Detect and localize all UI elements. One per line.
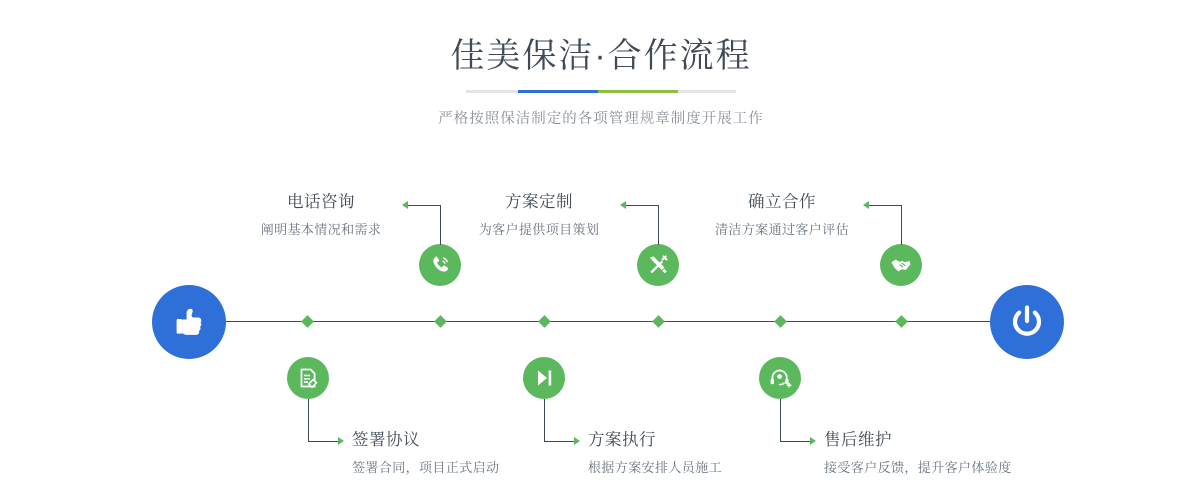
divider-segment-blue: [518, 90, 598, 93]
connector-line: [544, 441, 574, 442]
step-label-phone-consult: [246, 188, 396, 238]
play-next-icon: [532, 366, 556, 390]
step-desc: 清洁方案通过客户评估: [714, 222, 849, 237]
step-desc: 签署合同，项目正式启动: [352, 460, 500, 475]
step-icon-after-sales: [759, 357, 801, 399]
title-divider: [466, 90, 736, 93]
step-name: 确立合作: [748, 193, 816, 211]
power-icon: [1006, 301, 1048, 343]
step-desc: 阐明基本情况和需求: [260, 222, 382, 237]
end-endpoint: [990, 285, 1064, 359]
connector-line: [780, 441, 810, 442]
connector-arrow: [402, 201, 408, 209]
step-desc: 根据方案安排人员施工: [588, 460, 723, 475]
thumbs-up-icon: [169, 302, 209, 342]
axis-node-marker: [301, 315, 314, 328]
step-icon-plan-customize: [637, 244, 679, 286]
step-icon-plan-execute: [523, 357, 565, 399]
axis-node-marker: [538, 315, 551, 328]
step-label-establish-cooperation: [707, 188, 857, 238]
step-name: 方案执行: [588, 431, 656, 449]
axis-node-marker: [895, 315, 908, 328]
page-subtitle: 严格按照保洁制定的各项管理规章制度开展工作: [438, 111, 764, 127]
step-label-plan-execute: [588, 426, 722, 476]
step-icon-establish-cooperation: [880, 244, 922, 286]
document-edit-icon: [296, 366, 320, 390]
connector-arrow: [574, 437, 580, 445]
connector-line: [869, 205, 901, 206]
step-name: 签署协议: [352, 431, 420, 449]
step-icon-sign-agreement: [287, 357, 329, 399]
axis-node-marker: [774, 315, 787, 328]
step-label-after-sales: [824, 426, 1012, 476]
page-title: 佳美保洁·合作流程: [450, 37, 752, 75]
connector-arrow: [620, 201, 626, 209]
step-desc: 接受客户反馈，提升客户体验度: [824, 460, 1012, 475]
connector-arrow: [810, 437, 816, 445]
step-icon-phone-consult: [419, 244, 461, 286]
connector-line: [544, 399, 545, 441]
step-name: 方案定制: [505, 193, 573, 211]
connector-arrow: [338, 437, 344, 445]
connector-line: [901, 205, 902, 245]
headset-support-icon: [768, 366, 792, 390]
step-name: 电话咨询: [287, 193, 355, 211]
axis-node-marker: [434, 315, 447, 328]
connector-line: [626, 205, 658, 206]
connector-arrow: [863, 201, 869, 209]
axis-node-marker: [652, 315, 665, 328]
header: [0, 34, 1202, 128]
handshake-icon: [889, 253, 913, 277]
phone-call-icon: [428, 253, 452, 277]
divider-segment-green: [598, 90, 678, 93]
step-desc: 为客户提供项目策划: [478, 222, 600, 237]
connector-line: [658, 205, 659, 245]
connector-line: [780, 399, 781, 441]
connector-line: [308, 441, 338, 442]
start-endpoint: [152, 285, 226, 359]
tools-icon: [646, 253, 670, 277]
step-name: 售后维护: [824, 431, 892, 449]
connector-line: [440, 205, 441, 245]
step-label-plan-customize: [464, 188, 614, 238]
step-label-sign-agreement: [352, 426, 499, 476]
connector-line: [308, 399, 309, 441]
connector-line: [408, 205, 440, 206]
